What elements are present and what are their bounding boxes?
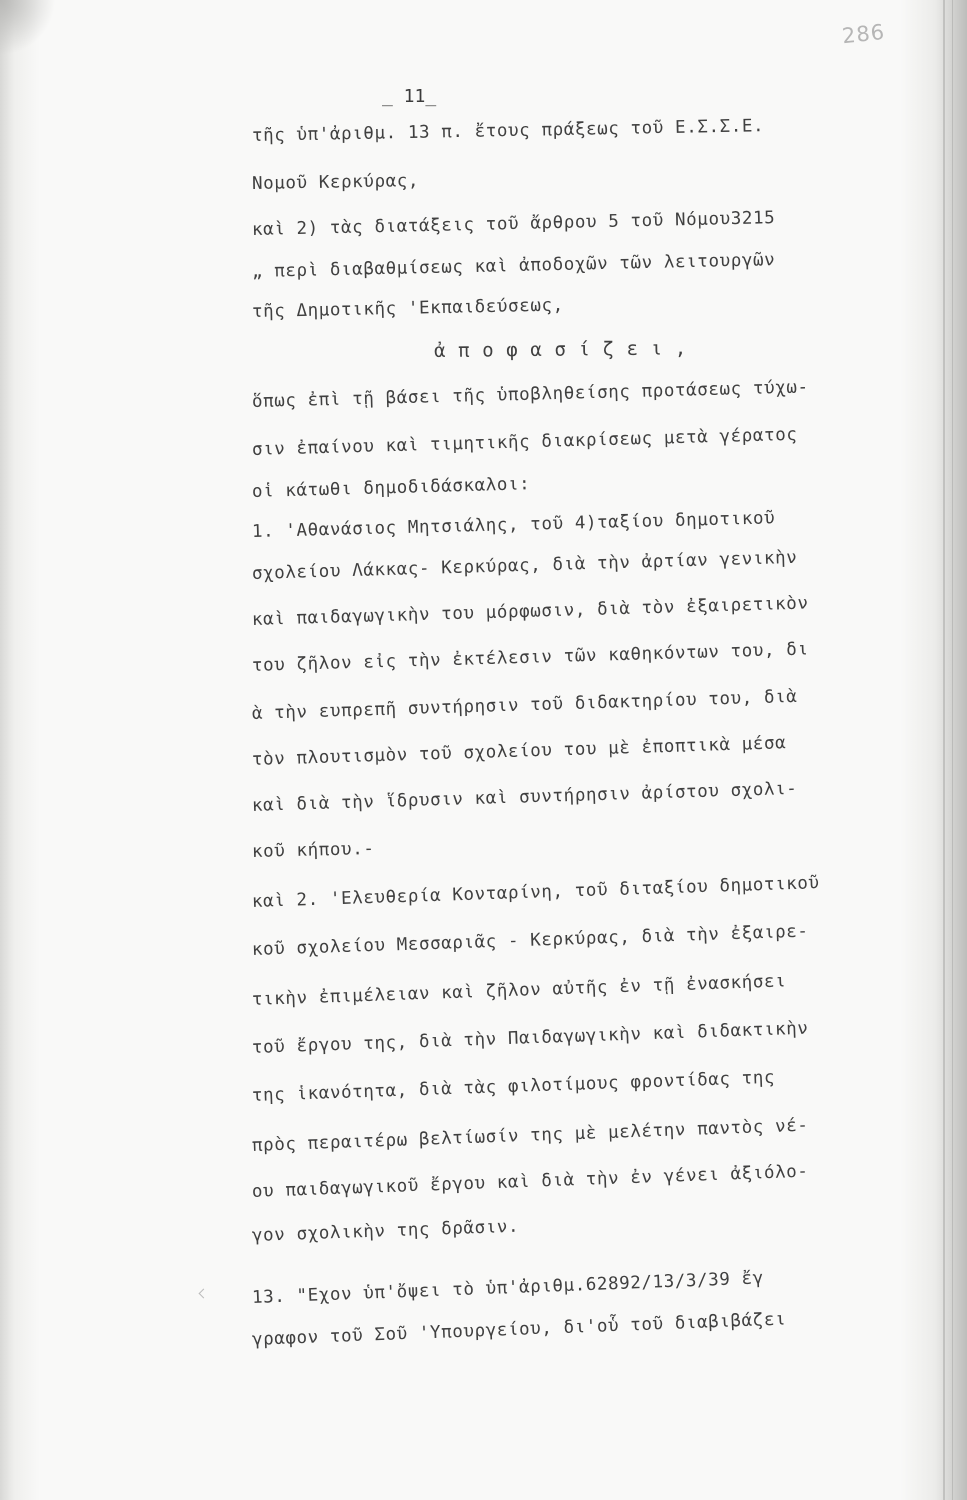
text-line-14: ὰ τὴν ευπρεπῆ συντήρησιν τοῦ διδακτηρίου του, διὰ bbox=[251, 686, 798, 724]
page-number: _ 11_ bbox=[382, 86, 437, 107]
text-line-15: τὸν πλουτισμὸν τοῦ σχολείου του μὲ ἐποπτικὰ μέσα bbox=[251, 733, 787, 770]
handwritten-sheet-number: 286 bbox=[840, 19, 887, 49]
page-edge-line bbox=[943, 0, 945, 1500]
text-line-16: καὶ διὰ τὴν ἵδρυσιν καὶ συντήρησιν ἀρίστου σχολι- bbox=[251, 778, 798, 816]
text-line-23: πρὸς περαιτέρω βελτίωσίν της μὲ μελέτην παντὸς νέ- bbox=[251, 1115, 809, 1156]
text-line-11: σχολείου Λάκκας- Κερκύρας, διὰ τὴν ἀρτίαν γενικὴν bbox=[251, 547, 798, 584]
text-line-24: ου παιδαγωγικοῦ ἔργου καὶ διὰ τὴν ἐν γένει ἀξιόλο- bbox=[251, 1161, 809, 1202]
text-line-25: γον σχολικὴν της δρᾶσιν. bbox=[251, 1216, 520, 1246]
text-line-12: καὶ παιδαγωγικὴν του μόρφωσιν, διὰ τὸν ἐξαιρετικὸν bbox=[251, 593, 809, 630]
text-line-19: κοῦ σχολείου Μεσσαριᾶς - Κερκύρας, διὰ τὴν ἐξαιρε- bbox=[251, 921, 809, 960]
text-line-4: „ περὶ διαβαθμίσεως καὶ ἀποδοχῶν τῶν λειτουργῶν bbox=[251, 250, 776, 282]
text-line-27: γραφον τοῦ Σοῦ 'Υπουργείου, δι'οὗ τοῦ διαβιβάζει bbox=[251, 1309, 787, 1350]
text-line-22: της ἱκανότητα, διὰ τὰς φιλοτίμους φροντίδας της bbox=[251, 1067, 776, 1106]
text-line-21: τοῦ ἔργου της, διὰ τὴν Παιδαγωγικὴν καὶ διδακτικὴν bbox=[251, 1018, 809, 1058]
text-line-7: ὅπως ἐπὶ τῇ βάσει τῆς ὑποβληθείσης προτάσεως τύχω- bbox=[251, 377, 809, 412]
text-line-6-decision: ἀ π ο φ α σ ί ζ ε ι , bbox=[433, 337, 687, 362]
text-line-5: τῆς Δημοτικῆς 'Εκπαιδεύσεως, bbox=[251, 295, 564, 322]
text-line-3: καὶ 2) τὰς διατάξεις τοῦ ἄρθρου 5 τοῦ Νόμου3215 bbox=[251, 208, 776, 240]
margin-mark bbox=[199, 1289, 209, 1299]
text-line-17: κοῦ κήπου.- bbox=[251, 839, 375, 862]
text-line-26: 13. "Εχον ὑπ'ὄψει τὸ ὑπ'ἀριθμ.62892/13/3/39 ἔγ bbox=[251, 1268, 765, 1308]
text-line-1: τῆς ὑπ'ἀριθμ. 13 π. ἔτους πράξεως τοῦ Ε.Σ.Σ.Ε. bbox=[251, 116, 765, 146]
text-line-20: τικὴν ἐπιμέλειαν καὶ ζῆλον αὐτῆς ἐν τῇ ἐνασκήσει bbox=[251, 971, 787, 1010]
text-line-13: του ζῆλον εἰς τὴν ἐκτέλεσιν τῶν καθηκόντων του, δι bbox=[251, 639, 809, 676]
text-line-10: 1. 'Αθανάσιος Μητσιάλης, τοῦ 4)ταξίου δημοτικοῦ bbox=[251, 508, 776, 542]
page-edge-line-2 bbox=[952, 0, 953, 1500]
text-line-8: σιν ἐπαίνου καὶ τιμητικῆς διακρίσεως μετὰ γέρατος bbox=[251, 424, 798, 460]
text-line-2: Νομοῦ Κερκύρας, bbox=[251, 171, 420, 194]
text-line-18: καὶ 2. 'Ελευθερία Κονταρίνη, τοῦ διταξίου δημοτικοῦ bbox=[251, 873, 820, 912]
text-line-9: οἱ κάτωθι δημοδιδάσκαλοι: bbox=[251, 474, 531, 502]
scan-corner-shadow bbox=[0, 0, 60, 60]
